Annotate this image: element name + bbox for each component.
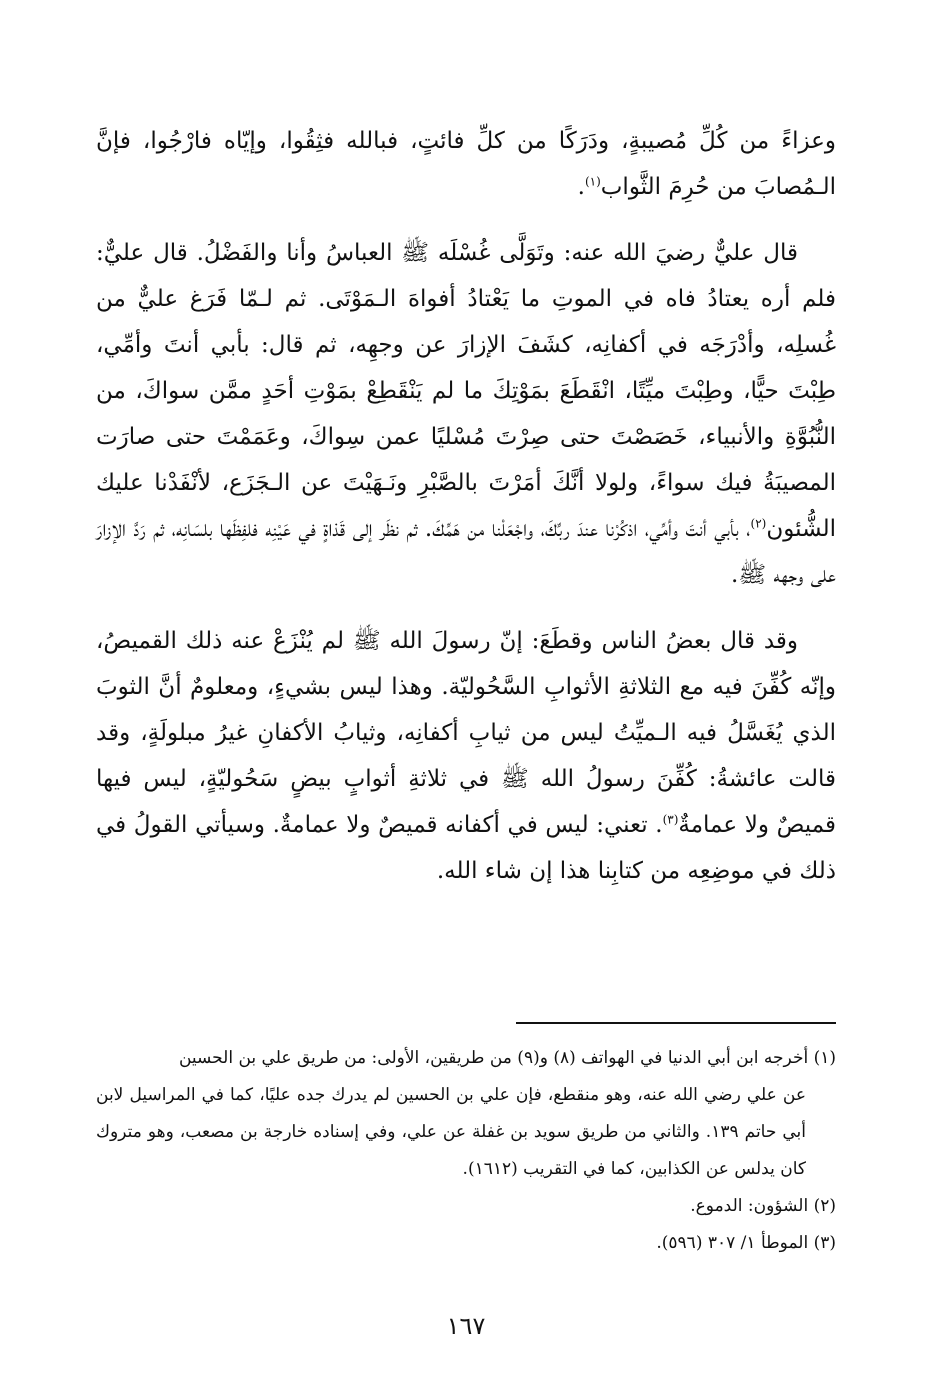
paragraph-1-tail: .	[577, 174, 585, 200]
footnote-3: (٣) الموطأ ١/ ٣٠٧ (٥٩٦).	[656, 1233, 836, 1253]
footnotes	[96, 1040, 836, 1262]
footnote-ref-1: (١)	[584, 174, 601, 189]
paragraph-1-text: وعزاءً من كُلِّ مُصيبةٍ، ودَرَكًا من كلِّ فائتٍ، فبالله فثِقُوا، وإيّاه فارْجُوا، فإنَّ الـمُصابَ من حُرِمَ الثَّواب	[96, 128, 836, 200]
main-text	[96, 118, 836, 914]
footnote-2: (٢) الشؤون: الدموع.	[690, 1196, 836, 1216]
footnote-1-first-line: (١) أخرجه ابن أبي الدنيا في الهواتف (٨) و(٩) من طريقين، الأولى: من طريق علي بن الحسين	[178, 1048, 836, 1068]
paragraph-3-text: وقد قال بعضُ الناس وقطَعَ: إنّ رسولَ الله ﷺ لم يُنْزَعْ عنه ذلك القميصُ، وإنّه كُفِّنَ فيه مع الثلاثةِ الأثوابِ السَّحُوليّة. وهذا ليس بشيءٍ، ومعلومٌ أنَّ الثوبَ الذي يُغَسَّلُ فيه الـميِّتُ ليس من ثيابِ أكفانِه، وثيابُ الأكفانِ غيرُ مبلولَةٍ، وقد قالت عائشةُ: كُفِّنَ رسولُ الله ﷺ في ثلاثةِ أثوابٍ بيضٍ سَحُوليّةٍ، ليس فيها قميصٌ ولا عمامةٌ	[96, 628, 836, 838]
footnote-1-continuation: عن علي رضي الله عنه، وهو منقطع، فإن علي بن الحسين لم يدرك جده عليًا، كما في المراسيل لابن أبي حاتم ١٣٩. والثاني من طريق سويد بن غفلة عن علي، وفي إسناده خارجة بن مصعب، وهو متروك كان يدلس عن الكذابين، كما في التقريب (١٦١٢).	[96, 1085, 806, 1179]
footnote-separator	[516, 1022, 836, 1024]
paragraph-2	[96, 230, 836, 598]
paragraph-2-text: قال عليٌّ رضيَ الله عنه: وتَوَلَّى غُسْلَه ﷺ العباسُ وأنا والفَضْلُ. قال عليٌّ: فلم أره يعتادُ فاه في الموتِ ما يَعْتادُ أفواهَ الـمَوْتَى. ثم لـمّا فَرَغ عليٌّ من غُسلِه، وأدْرَجَه في أكفانِه، كشَفَ الإزارَ عن وجهِه، ثم قال: بأبي أنتَ وأمِّي، طِبْتَ حيًّا، وطِبْتَ ميِّتًا، انْقَطَعَ بمَوْتِكَ ما لم يَنْقَطِعْ بمَوْتِ أحَدٍ ممَّن سواكَ، من النُّبُوَّةِ والأنبياء، خَصَصْتَ حتى صِرْتَ مُسْليًا عمن سِواكَ، وعَمَمْتَ حتى صارَت المصيبَةُ فيك سواءً، ولولا أنَّكَ أمَرْتَ بالصَّبْرِ ونَـهَيْتَ عن الـجَزَع، لأنْفَدْنا عليك الشُّئون	[96, 240, 836, 542]
paragraph-3	[96, 618, 836, 894]
paragraph-1	[96, 118, 836, 210]
paragraph-3-tail: . تعني: ليس في أكفانه قميصٌ ولا عمامةٌ. وسيأتي القولُ في ذلك في موضِعِه من كتابِنا هذا إن شاء الله.	[96, 812, 836, 884]
page-number: ١٦٧	[446, 1312, 486, 1340]
footnote-ref-2: (٢)	[750, 516, 767, 531]
footnote-ref-3: (٣)	[662, 812, 679, 827]
paragraph-2-tail: ، بأبي أنتَ وأمِّي، اذكُرْنا عندَ ربِّكَ، واجْعَلْنا من هَمِّكَ. ثم نظَر إلى قَذاةٍ في عَيْنِه فلفِظَها بلسَانِه، ثم رَدَّ الإزارَ على وجهه ﷺ.	[96, 516, 836, 588]
